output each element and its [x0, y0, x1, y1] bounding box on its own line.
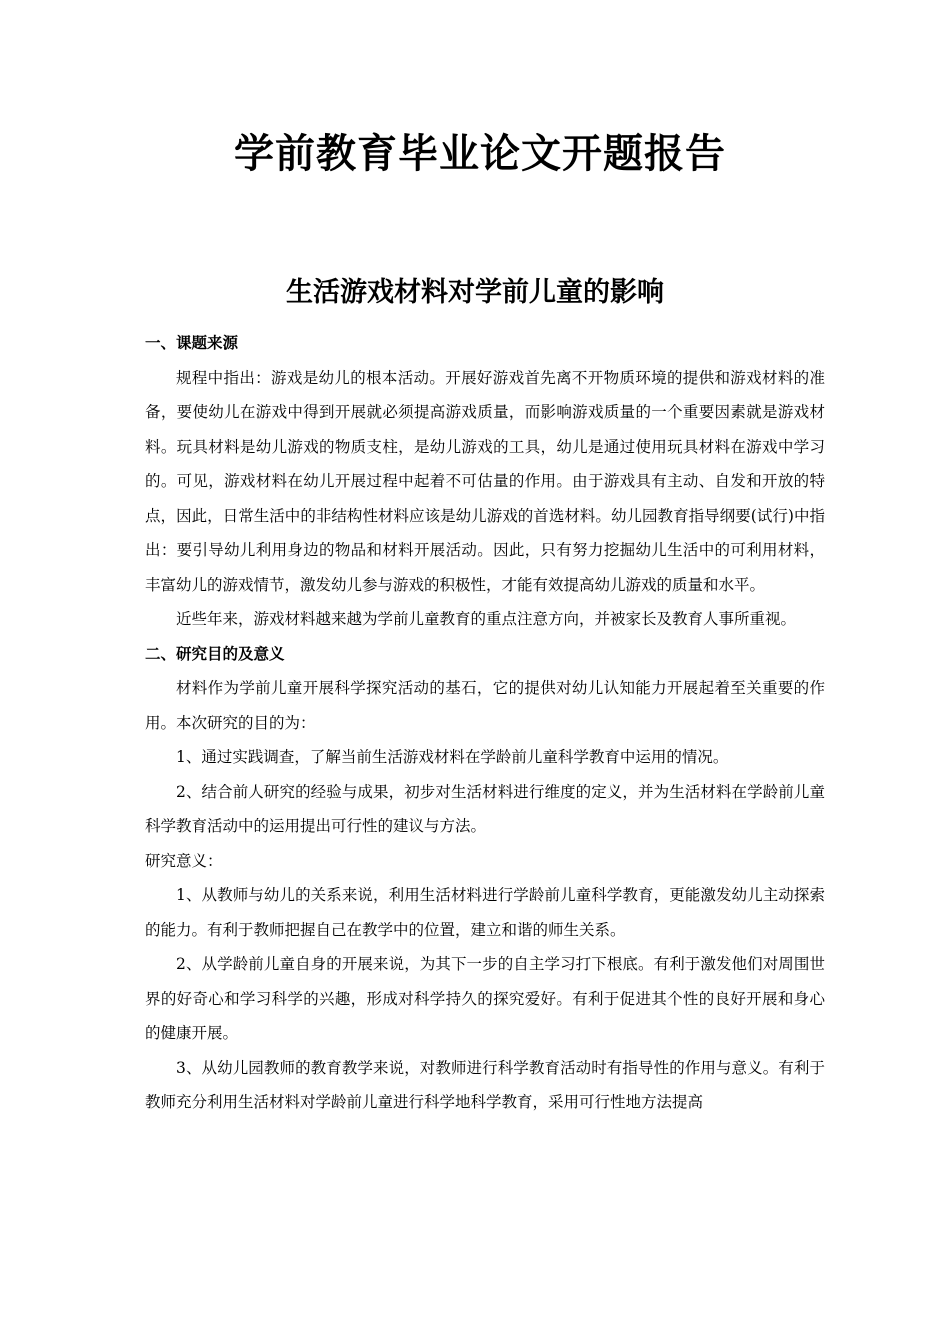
section-heading-source: 一、课题来源	[145, 334, 239, 352]
section-heading-purpose: 二、研究目的及意义	[145, 644, 285, 663]
paragraph: 规程中指出：游戏是幼儿的根本活动。开展好游戏首先离不开物质环境的提供和游戏材料的准备，要使幼儿在游戏中得到开展就必须提高游戏质量，而影响游戏质量的一个重要因素就是游戏材料。玩具材料是幼儿游戏的物质支柱，是幼儿游戏的工具，幼儿是通过使用玩具材料在游戏中学习的。可见，游戏材料在幼儿开展过程中起着不可估量的作用。由于游戏具有主动、自发和开放的特点，因此，日常生活中的非结构性材料应该是幼儿游戏的首选材料。幼儿园教育指导纲要(试行)中指出：要引导幼儿利用身边的物品和材料开展活动。因此，只有努力挖掘幼儿生活中的可利用材料，丰富幼儿的游戏情节，激发幼儿参与游戏的积极性，才能有效提高幼儿游戏的质量和水平。	[145, 368, 825, 594]
list-item: 3、从幼儿园教师的教育教学来说，对教师进行科学教育活动时有指导性的作用与意义。有利于教师充分利用生活材料对学龄前儿童进行科学地科学教育，采用可行性地方法提高	[145, 1058, 825, 1111]
list-item: 1、通过实践调查，了解当前生活游戏材料在学龄前儿童科学教育中运用的情况。	[176, 748, 729, 766]
paragraph: 材料作为学前儿童开展科学探究活动的基石，它的提供对幼儿认知能力开展起着至关重要的作用。本次研究的目的为：	[145, 679, 825, 732]
list-item: 2、结合前人研究的经验与成果，初步对生活材料进行维度的定义，并为生活材料在学龄前儿童科学教育活动中的运用提出可行性的建议与方法。	[145, 782, 825, 835]
list-item: 2、从学龄前儿童自身的开展来说，为其下一步的自主学习打下根底。有利于激发他们对周围世界的好奇心和学习科学的兴趣，形成对科学持久的探究爱好。有利于促进其个性的良好开展和身心的健康开展。	[145, 955, 825, 1042]
document-body	[145, 326, 825, 1120]
significance-label: 研究意义：	[145, 851, 223, 870]
list-item: 1、从教师与幼儿的关系来说，利用生活材料进行学龄前儿童科学教育，更能激发幼儿主动探索的能力。有利于教师把握自己在教学中的位置，建立和谐的师生关系。	[145, 886, 825, 939]
paragraph: 近些年来，游戏材料越来越为学前儿童教育的重点注意方向，并被家长及教育人事所重视。	[176, 610, 797, 628]
document-subtitle: 生活游戏材料对学前儿童的影响	[286, 277, 664, 308]
document-main-title: 学前教育毕业论文开题报告	[234, 131, 726, 177]
